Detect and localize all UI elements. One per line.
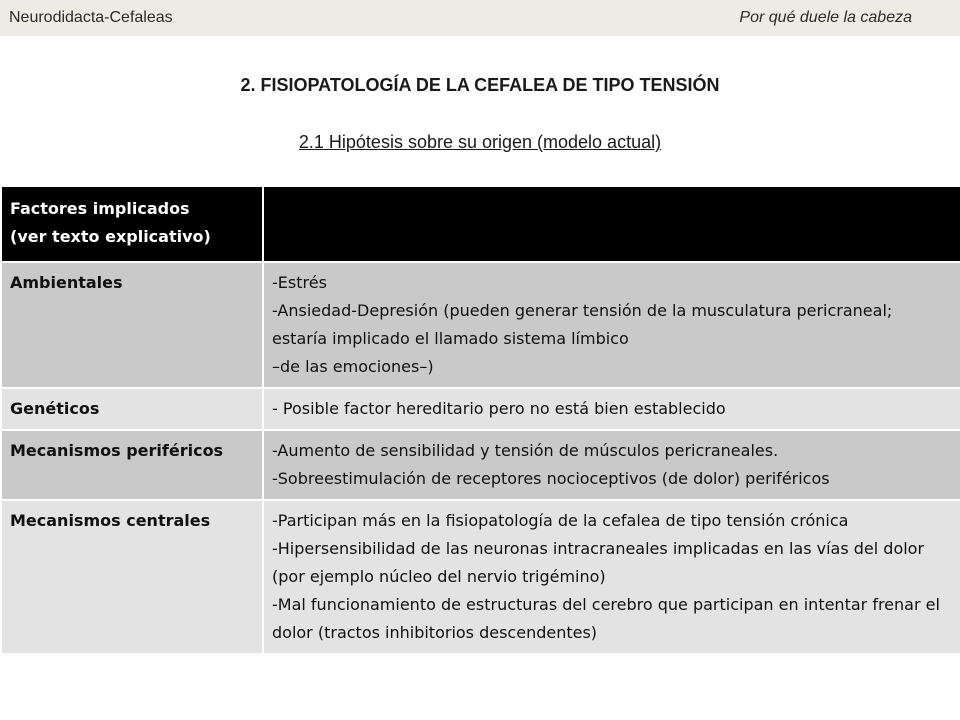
row-description [263, 262, 960, 388]
table-header-line-2: (ver texto explicativo) [10, 227, 211, 246]
table-header-line-1: Factores implicados [10, 199, 190, 218]
description-line: -Participan más en la fisiopatología de la cefalea de tipo tensión crónica [272, 511, 849, 530]
description-line: -Ansiedad-Depresión (pueden generar tensión de la musculatura pericraneal; estaría implicado el llamado sistema límbico [272, 301, 893, 348]
description-line: -Sobreestimulación de receptores nocioceptivos (de dolor) periféricos [272, 469, 830, 488]
row-label: Mecanismos periféricos [1, 430, 263, 500]
table-header-row [1, 186, 960, 262]
header-left-text: Neurodidacta-Cefaleas [9, 9, 173, 26]
page-subtitle: 2.1 Hipótesis sobre su origen (modelo actual) [298, 132, 662, 152]
table-row [1, 262, 960, 388]
row-label: Ambientales [1, 262, 263, 388]
table-header-description [263, 186, 960, 262]
row-label: Genéticos [1, 388, 263, 430]
page-title: 2. FISIOPATOLOGÍA DE LA CEFALEA DE TIPO TENSIÓN [240, 75, 720, 95]
description-line: -Estrés [272, 273, 327, 292]
row-label: Mecanismos centrales [1, 500, 263, 654]
description-line: - Posible factor hereditario pero no está bien establecido [272, 399, 726, 418]
description-line: -Mal funcionamiento de estructuras del cerebro que participan en intentar frenar el dolor (tractos inhibitorios descendentes) [272, 595, 940, 642]
description-line: -Aumento de sensibilidad y tensión de músculos pericraneales. [272, 441, 779, 460]
description-line: -Hipersensibilidad de las neuronas intracraneales implicadas en las vías del dolor (por ejemplo núcleo del nervio trigémino) [272, 539, 925, 586]
factors-table [0, 185, 960, 655]
table-row [1, 430, 960, 500]
row-description [263, 430, 960, 500]
header-right-text: Por qué duele la cabeza [739, 9, 912, 26]
table-header-factors [1, 186, 263, 262]
row-description [263, 500, 960, 654]
row-description [263, 388, 960, 430]
table-row [1, 388, 960, 430]
description-line: –de las emociones–) [272, 357, 434, 376]
header-bar [0, 0, 960, 36]
table-row [1, 500, 960, 654]
